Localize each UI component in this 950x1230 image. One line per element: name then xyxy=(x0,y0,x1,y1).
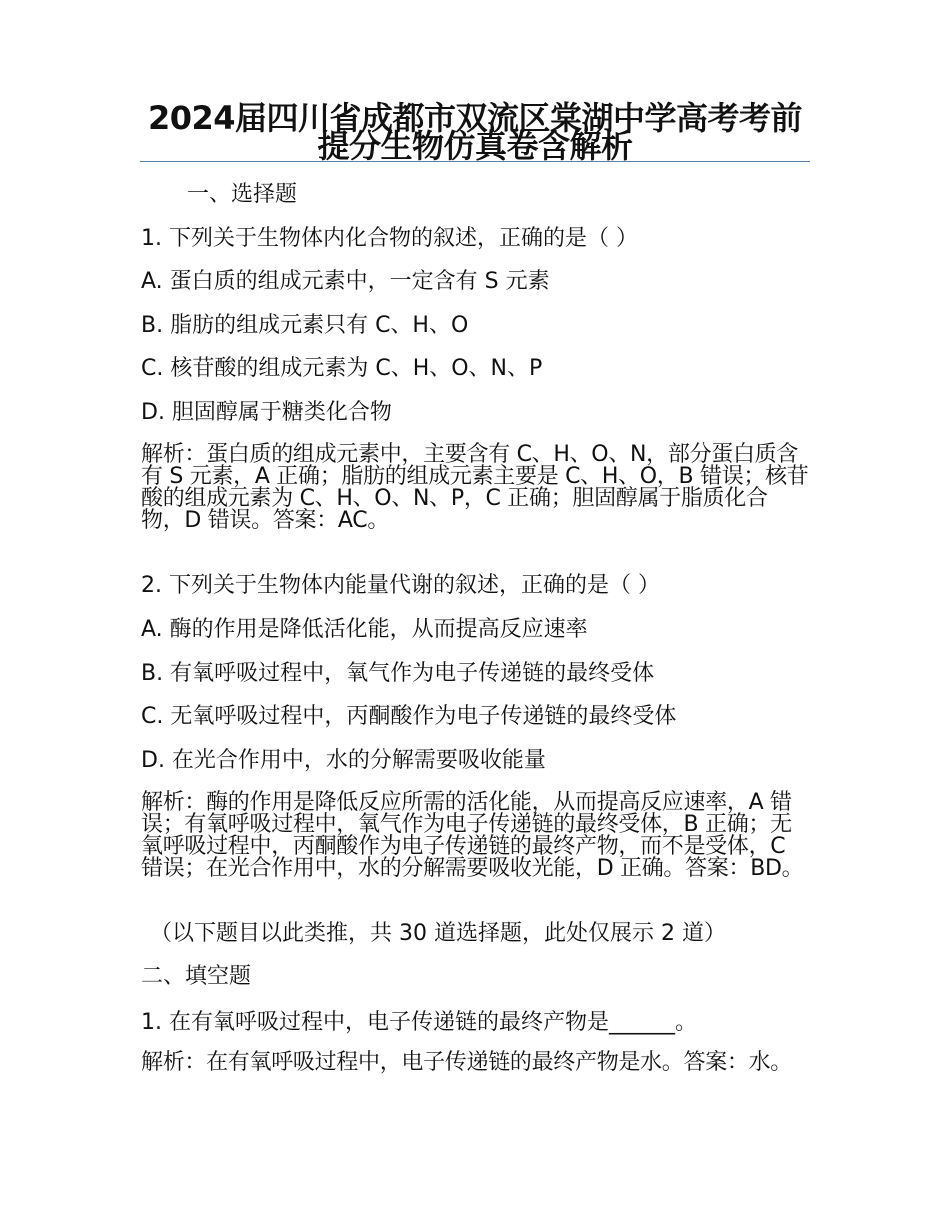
question-1-option-b: B. 脂肪的组成元素只有 C、H、O xyxy=(141,313,469,338)
question-1-option-d: D. 胆固醇属于糖类化合物 xyxy=(141,400,392,425)
question-1-stem: 1. 下列关于生物体内化合物的叙述，正确的是（ ） xyxy=(141,226,638,251)
question-2-option-a: A. 酶的作用是降低活化能，从而提高反应速率 xyxy=(141,617,588,642)
section-heading-fill: 二、填空题 xyxy=(141,964,252,989)
question-1-option-a: A. 蛋白质的组成元素中，一定含有 S 元素 xyxy=(141,269,550,294)
question-2-option-c: C. 无氧呼吸过程中，丙酮酸作为电子传递链的最终受体 xyxy=(141,704,677,729)
fill-question-1: 1. 在有氧呼吸过程中，电子传递链的最终产物是______。 xyxy=(141,1010,697,1035)
question-2-analysis: 解析：酶的作用是降低反应所需的活化能，从而提高反应速率，A 错误；有氧呼吸过程中，氧气作为电子传递链的最终受体，B 正确；无氧呼吸过程中，丙酮酸作为电子传递链的最终产物，而不是受体，C 错误；在光合作用中，水的分解需要吸收光能，D 正确。答案：BD。 xyxy=(141,790,804,881)
fill-question-1-analysis: 解析：在有氧呼吸过程中，电子传递链的最终产物是水。答案：水。 xyxy=(141,1050,793,1075)
document-title: 2024届四川省成都市双流区棠湖中学高考考前提分生物仿真卷含解析 xyxy=(147,99,803,165)
question-2-option-d: D. 在光合作用中，水的分解需要吸收能量 xyxy=(141,748,546,773)
question-1-option-c: C. 核苷酸的组成元素为 C、H、O、N、P xyxy=(141,356,543,381)
section-heading-choice: 一、选择题 xyxy=(187,182,298,207)
title-underline xyxy=(140,161,810,162)
question-2-stem: 2. 下列关于生物体内能量代谢的叙述，正确的是（ ） xyxy=(141,573,660,598)
question-2-option-b: B. 有氧呼吸过程中，氧气作为电子传递链的最终受体 xyxy=(141,661,655,686)
omission-note: （以下题目以此类推，共 30 道选择题，此处仅展示 2 道） xyxy=(150,921,726,946)
question-1-analysis: 解析：蛋白质的组成元素中，主要含有 C、H、O、N，部分蛋白质含有 S 元素，A 正确；脂肪的组成元素主要是 C、H、O，B 错误；核苷酸的组成元素为 C、H、O、N、P，C 正确；胆固醇属于脂质化合物，D 错误。答案：AC。 xyxy=(141,442,809,533)
